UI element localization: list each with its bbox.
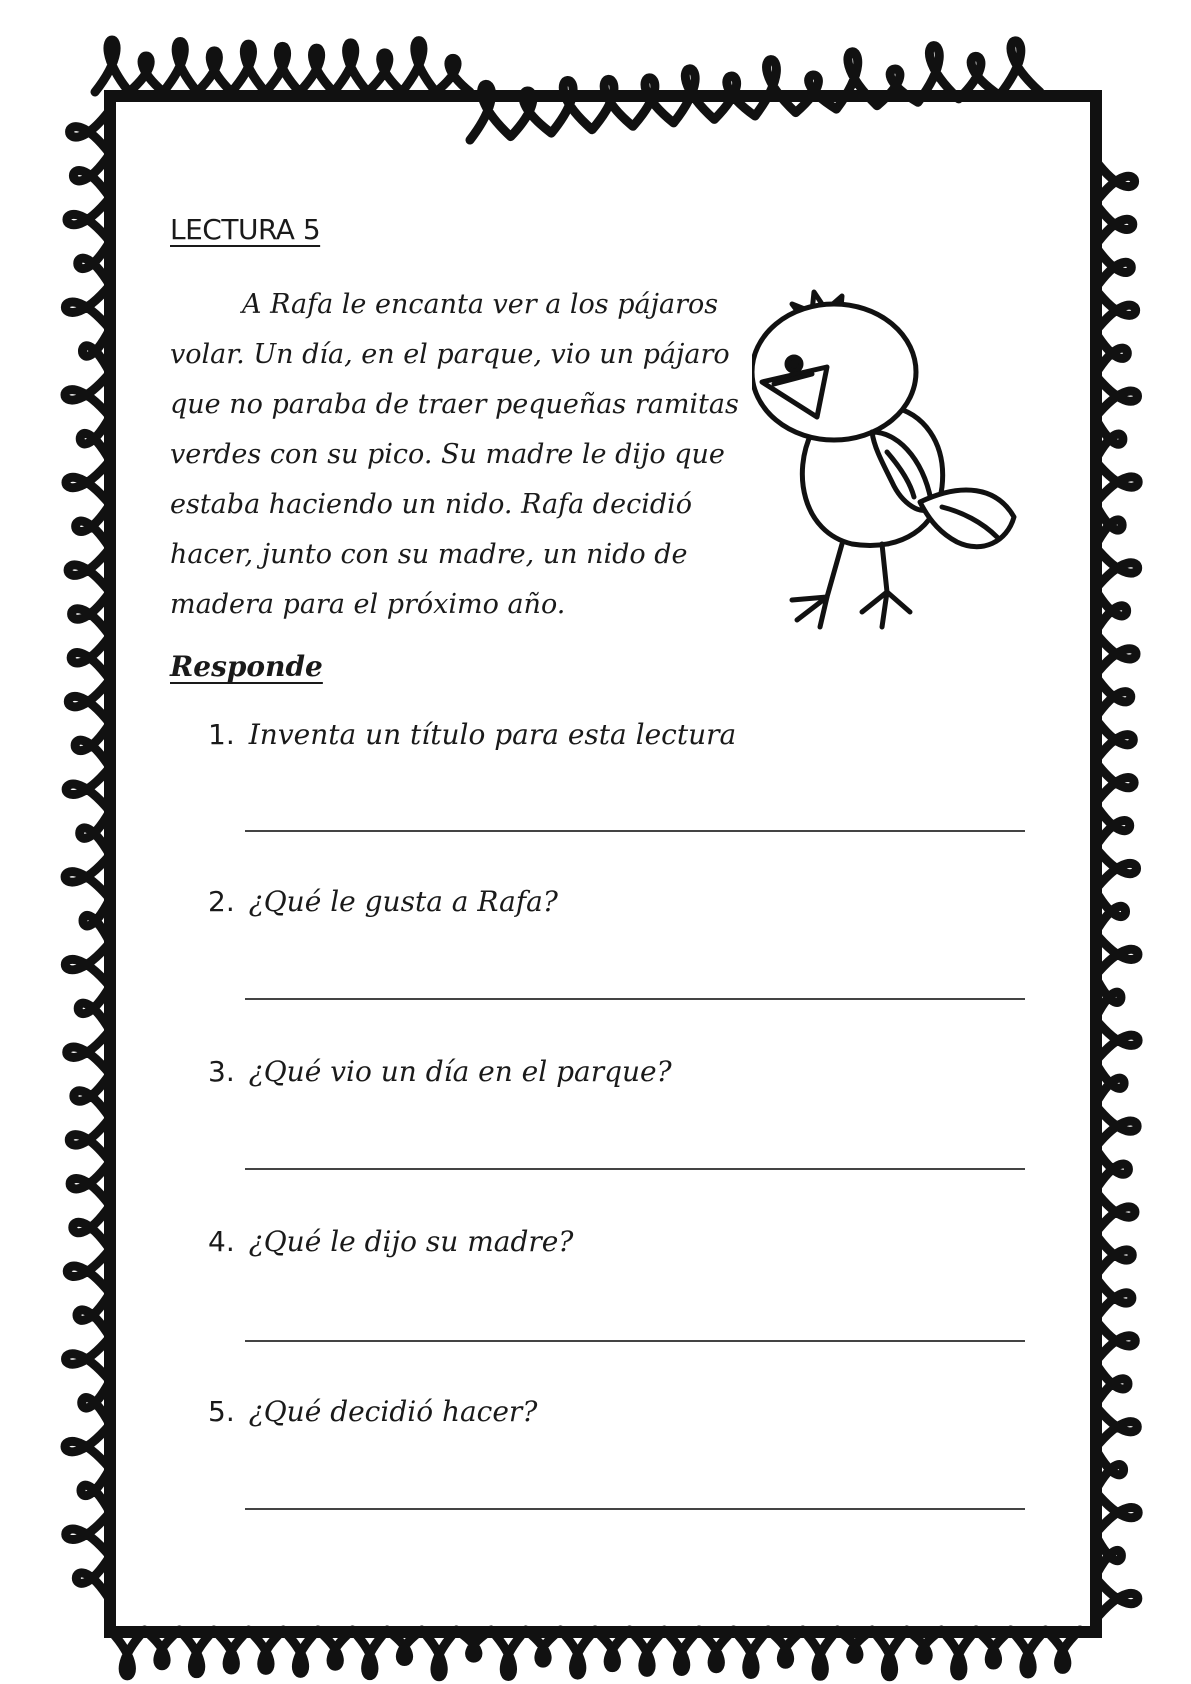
question-text: ¿Qué le gusta a Rafa? (248, 885, 558, 918)
question-text: ¿Qué decidió hacer? (248, 1395, 538, 1428)
answer-line-3[interactable] (245, 1168, 1025, 1170)
answer-line-4[interactable] (245, 1340, 1025, 1342)
question-number: 2. (208, 885, 235, 918)
answer-section-heading: Responde (170, 650, 323, 683)
question-number: 3. (208, 1055, 235, 1088)
question-text: ¿Qué vio un día en el parque? (248, 1055, 672, 1088)
answer-line-5[interactable] (245, 1508, 1025, 1510)
question-4 (208, 1225, 573, 1258)
answer-line-1[interactable] (245, 830, 1025, 832)
story-paragraph: A Rafa le encanta ver a los pájaros volar. Un día, en el parque, vio un pájaro que no paraba de traer pequeñas ramitas verdes con su pico. Su madre le dijo que estaba haciendo un nido. Rafa decidió hacer, junto con su madre, un nido de madera para el próximo año. (170, 289, 739, 620)
reading-title: LECTURA 5 (170, 213, 321, 246)
question-text: ¿Qué le dijo su madre? (248, 1225, 574, 1258)
question-2 (208, 885, 558, 918)
question-number: 1. (208, 718, 235, 751)
question-3 (208, 1055, 672, 1088)
question-1 (208, 718, 736, 751)
question-5 (208, 1395, 537, 1428)
question-number: 5. (208, 1395, 235, 1428)
scribble-stroke (95, 40, 470, 92)
question-number: 4. (208, 1225, 235, 1258)
bird-icon (752, 282, 1034, 642)
answer-line-2[interactable] (245, 998, 1025, 1000)
question-text: Inventa un título para esta lectura (248, 718, 737, 751)
